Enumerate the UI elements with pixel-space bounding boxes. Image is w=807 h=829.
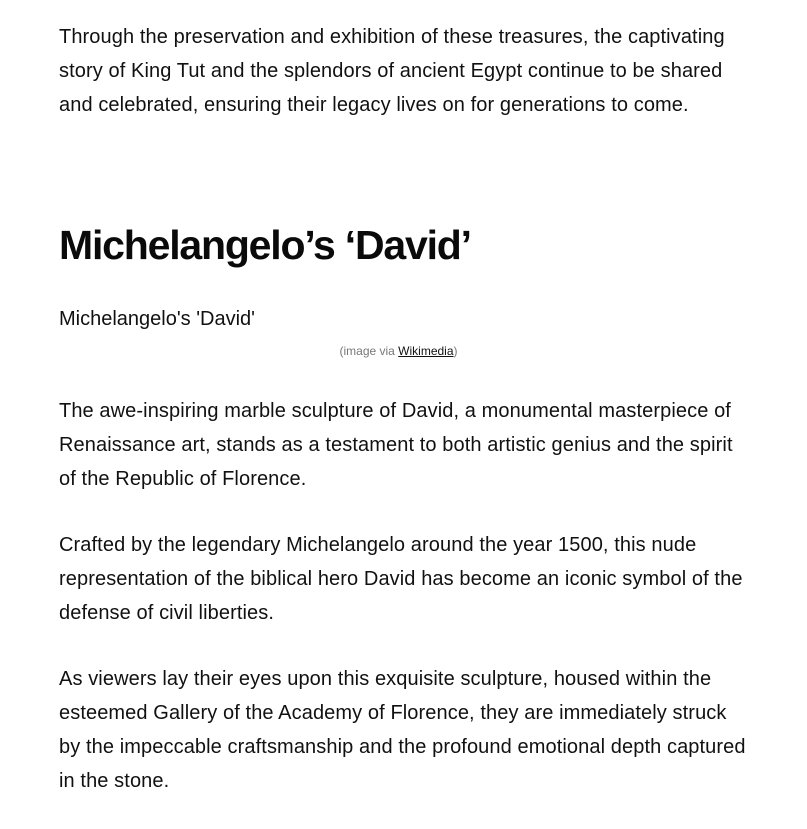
image-credit-prefix: (image via <box>339 344 399 358</box>
section-heading: Michelangelo’s ‘David’ <box>59 222 471 268</box>
david-paragraph-3: As viewers lay their eyes upon this exquisite sculpture, housed within the esteemed Gallery of the Academy of Florence, they are immediately struck by the impeccable craftsmanship and the profound emotional depth captured in the stone. <box>59 668 746 792</box>
wikimedia-link[interactable]: Wikimedia <box>398 344 454 358</box>
image-credit <box>0 343 797 359</box>
image-alt-text: Michelangelo's 'David' <box>59 308 255 330</box>
image-credit-suffix: ) <box>453 344 458 358</box>
david-paragraph-2: Crafted by the legendary Michelangelo around the year 1500, this nude representation of the biblical hero David has become an iconic symbol of the defense of civil liberties. <box>59 534 743 624</box>
david-paragraph-1: The awe-inspiring marble sculpture of David, a monumental masterpiece of Renaissance art, stands as a testament to both artistic genius and the spirit of the Republic of Florence. <box>59 400 733 490</box>
intro-paragraph: Through the preservation and exhibition of these treasures, the captivating story of King Tut and the splendors of ancient Egypt continue to be shared and celebrated, ensuring their legacy lives on for generations to come. <box>59 26 725 116</box>
